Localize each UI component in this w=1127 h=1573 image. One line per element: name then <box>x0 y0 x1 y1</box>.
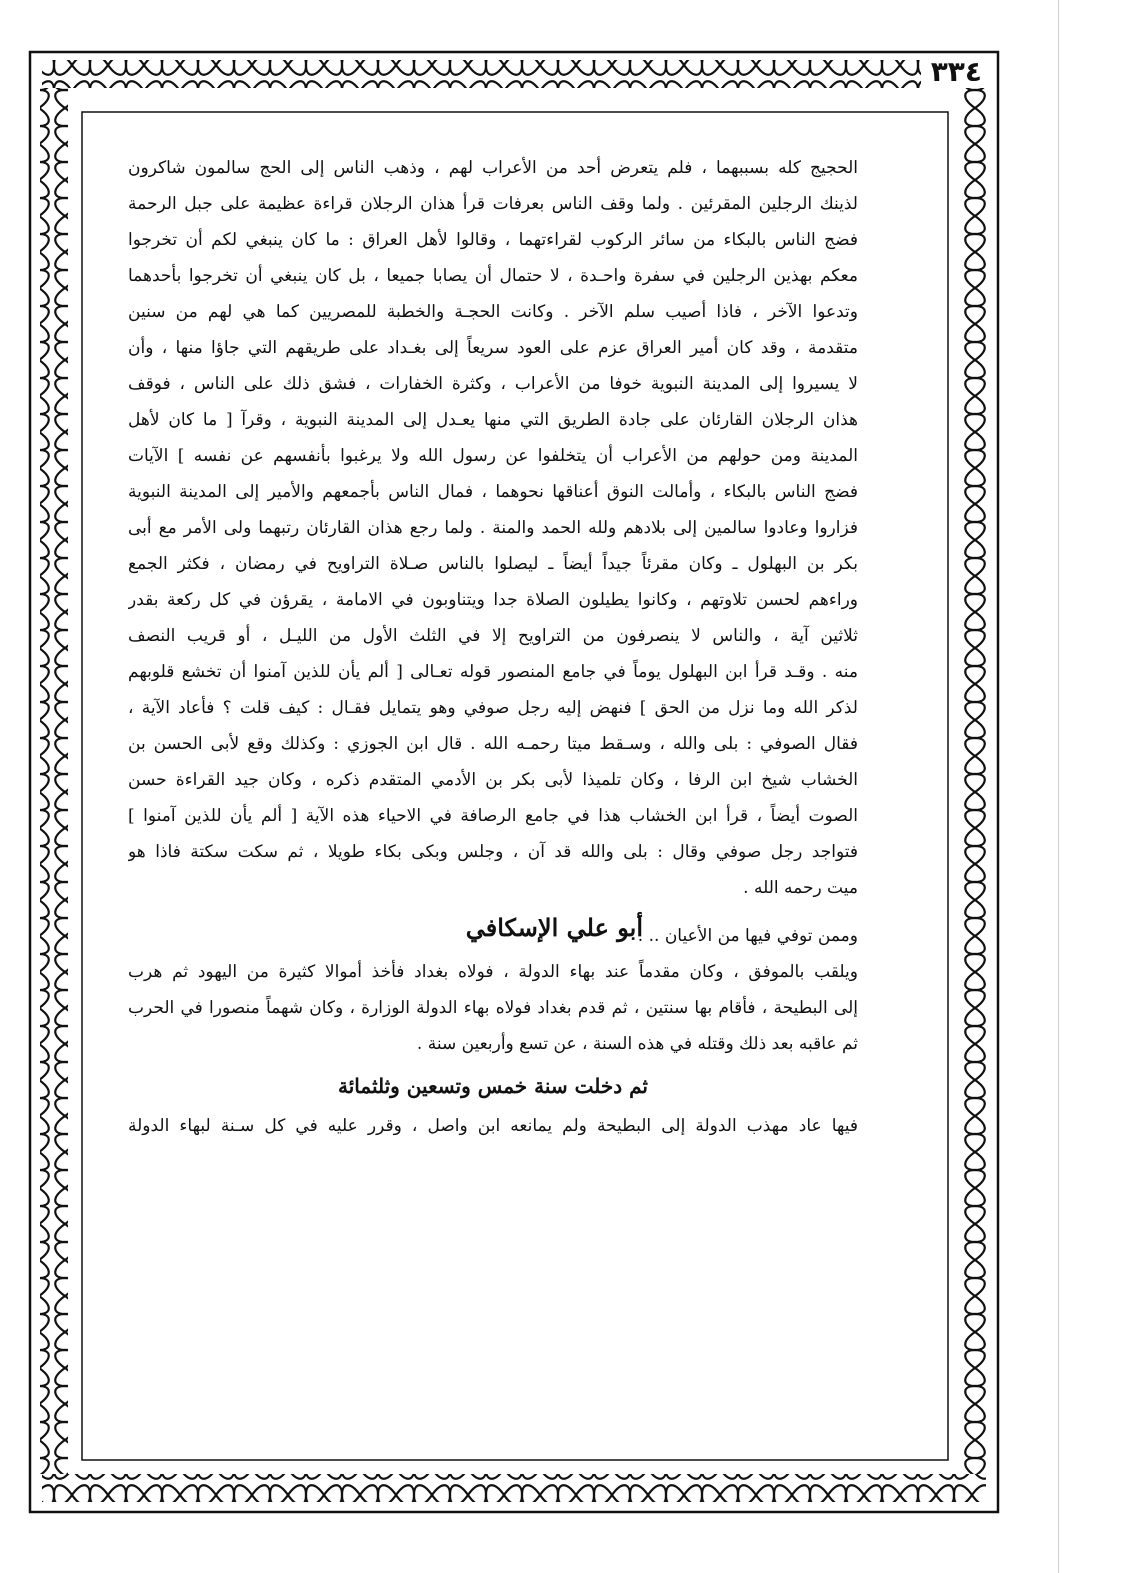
text-line: هذان الرجلان القارئان على جادة الطريق التي منها يعـدل إلى المدينة النبوية ، وقرآ [ ما كان لأهل <box>128 410 858 430</box>
text-line: ميت رحمه الله . <box>743 878 858 898</box>
year-heading: ثم دخلت سنة خمس وتسعين وثلثمائة <box>338 1074 648 1098</box>
text-line: فزاروا وعادوا سالمين إلى بلادهم ولله الحمد والمنة . ولما رجع هذان القارئان رتبهما ولى الأمر مع أبى <box>128 518 858 538</box>
text-line: منه . وقـد قرأ ابن البهلول يوماً في جامع المنصور قوله تعـالى [ ألم يأن للذين آمنوا أن تخشع قلوبهم <box>128 662 858 682</box>
text-line: فقال الصوفي : بلى والله ، وسـقط ميتا رحمـه الله . قال ابن الجوزي : وكذلك وقع لأبى الحسن بن <box>128 734 858 754</box>
text-line: فيها عاد مهذب الدولة إلى البطيحة ولم يمانعه ابن واصل ، وقرر عليه في كل سـنة لبهاء الدولة <box>128 1116 858 1136</box>
obituary-heading-row <box>128 910 858 954</box>
text-line: فضج الناس بالبكاء من سائر الركوب لقراءتهما ، وقالوا لأهل العراق : ما كان ينبغي لكم أن تخرجوا <box>128 230 858 250</box>
obituary-intro: وممن توفي فيها من الأعيان .. . <box>637 926 858 946</box>
obituary-paragraph <box>128 954 858 1062</box>
text-line: ثلاثين آية ، والناس لا ينصرفون من التراويح إلا في الثلث الأول من الليـل ، أو قريب النصف <box>128 626 858 646</box>
text-line: الخشاب شيخ ابن الرفا ، وكان تلميذا لأبى بكر بن الأدمي المتقدم ذكره ، وكان جيد القراءة حسن <box>128 770 858 790</box>
text-line: وتدعوا الآخر ، فاذا أصيب سلم الآخر . وكانت الحجـة والخطبة للمصريين كما هي لهم من سنين <box>128 302 858 322</box>
text-line: ثم عاقبه بعد ذلك وقتله في هذه السنة ، عن تسع وأربعين سنة . <box>416 1034 858 1054</box>
text-line: لذكر الله وما نزل من الحق ] فنهض إليه رجل صوفي وهو يتمايل فقـال : كيف قلت ؟ فأعاد الآية ، <box>128 698 858 718</box>
text-line: لا يسيروا إلى المدينة النبوية خوفا من الأعراب ، وكثرة الخفارات ، فشق ذلك على الناس ، فوقف <box>128 374 858 394</box>
text-line: فضج الناس بالبكاء ، وأمالت النوق أعناقها نحوهما ، فمال الناس بأجمعهم والأمير إلى المدينة النبوية <box>128 482 858 502</box>
page-number: ٣٣٤ <box>921 55 992 88</box>
obituary-name: أبو علي الإسكافي <box>465 913 643 942</box>
text-line: متقدمة ، وقد كان أمير العراق عزم على العود سريعاً إلى بغـداد على طريقهم التي جاؤا منها ، وأن <box>128 338 858 358</box>
text-line: معكم بهذين الرجلين في سفرة واحـدة ، لا حتمال أن يصابا جميعا ، بل كان ينبغي أن تخرجوا بأحدهما <box>128 266 858 286</box>
text-line: إلى البطيحة ، فأقام بها سنتين ، ثم قدم بغداد فولاه بهاء الدولة الوزارة ، وكان شهماً منصورا في الحرب <box>128 998 858 1018</box>
main-paragraph <box>128 150 858 906</box>
text-line: الصوت أيضاً ، قرأ ابن الخشاب هذا في جامع الرصافة في الاحياء هذه الآية [ ألم يأن للذين آمنوا ] <box>128 806 858 826</box>
text-line: وراءهم لحسن تلاوتهم ، وكانوا يطيلون الصلاة جدا ويتناوبون في الامامة ، يقرؤن في كل ركعة بقدر <box>128 590 858 610</box>
page-content <box>128 150 858 1144</box>
text-line: ويلقب بالموفق ، وكان مقدماً عند بهاء الدولة ، فولاه بغداد فأخذ أموالا كثيرة من اليهود ثم هرب <box>128 962 858 982</box>
text-line: فتواجد رجل صوفي وقال : بلى والله قد آن ، وجلس وبكى بكاء طويلا ، ثم سكت سكتة فاذا هو <box>128 842 858 862</box>
text-line: الحجيج كله بسببهما ، فلم يتعرض أحد من الأعراب لهم ، وذهب الناس إلى الحج سالمون شاكرون <box>128 158 858 178</box>
text-line: بكر بن البهلول ـ وكان مقرئاً جيداً أيضاً ـ ليصلوا بالناس صـلاة التراويح في رمضان ، فكثر الجمع <box>128 554 858 574</box>
text-line: لذينك الرجلين المقرئين . ولما وقف الناس بعرفات قرأ هذان الرجلان قراءة عظيمة على جبل الرحمة <box>128 194 858 214</box>
text-line: المدينة ومن حولهم من الأعراب أن يتخلفوا عن رسول الله ولا يرغبوا بأنفسهم عن نفسه ] الآيات <box>128 446 858 466</box>
margin-guide-line <box>1058 0 1059 1573</box>
